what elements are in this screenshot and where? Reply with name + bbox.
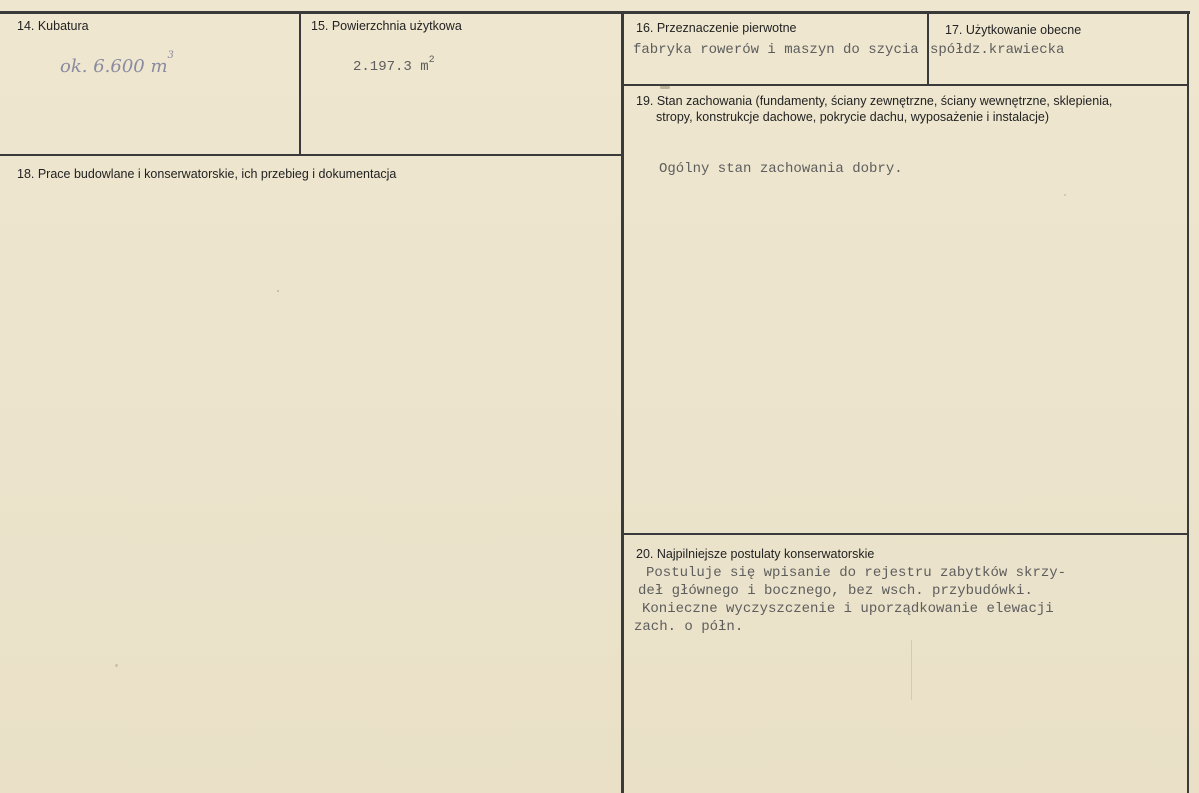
field-16-value: fabryka rowerów i maszyn do szycia bbox=[633, 42, 919, 58]
paper-speck bbox=[277, 290, 279, 292]
field-15-value-text: 2.197.3 m bbox=[353, 59, 429, 75]
paper-speck bbox=[911, 640, 912, 700]
field-15-unit-exponent: 2 bbox=[428, 55, 435, 66]
field-20-line: Konieczne wyczyszczenie i uporządkowanie elewacji bbox=[642, 601, 1054, 617]
divider-16-17 bbox=[927, 11, 929, 85]
field-14-value bbox=[60, 50, 174, 77]
field-20-label: 20. Najpilniejsze postulaty konserwatorskie bbox=[636, 547, 875, 561]
field-19-label-line2: stropy, konstrukcje dachowe, pokrycie dachu, wyposażenie i instalacje) bbox=[656, 110, 1050, 124]
field-15-label: 15. Powierzchnia użytkowa bbox=[311, 19, 462, 33]
field-14-value-text: ok. 6.600 m bbox=[60, 56, 168, 77]
field-15-value bbox=[353, 55, 435, 76]
paper-speck bbox=[660, 86, 670, 89]
field-19-label-line1: 19. Stan zachowania (fundamenty, ściany zewnętrzne, ściany wewnętrzne, sklepienia, bbox=[636, 94, 1113, 108]
field-18-label: 18. Prace budowlane i konserwatorskie, ich przebieg i dokumentacja bbox=[17, 167, 397, 181]
field-20-line: Postuluje się wpisanie do rejestru zabytków skrzy- bbox=[646, 565, 1067, 581]
paper-speck bbox=[115, 664, 118, 667]
line-under-14-15 bbox=[0, 154, 623, 156]
line-above-20 bbox=[622, 533, 1189, 535]
field-17-value: spółdz.krawiecka bbox=[930, 42, 1065, 58]
paper-speck bbox=[1064, 194, 1066, 196]
field-20-line: zach. o półn. bbox=[634, 619, 744, 635]
right-border bbox=[1187, 11, 1189, 793]
field-14-label: 14. Kubatura bbox=[17, 19, 89, 33]
field-20-line: deł głównego i bocznego, bez wsch. przybudówki. bbox=[638, 583, 1033, 599]
top-border bbox=[0, 11, 1190, 14]
field-16-label: 16. Przeznaczenie pierwotne bbox=[636, 21, 797, 35]
divider-main bbox=[621, 11, 624, 793]
field-17-label: 17. Użytkowanie obecne bbox=[945, 23, 1082, 37]
field-19-value: Ogólny stan zachowania dobry. bbox=[659, 161, 903, 177]
line-under-16-17 bbox=[622, 84, 1189, 86]
field-14-unit-exponent: 3 bbox=[167, 50, 174, 61]
divider-14-15 bbox=[299, 11, 301, 154]
